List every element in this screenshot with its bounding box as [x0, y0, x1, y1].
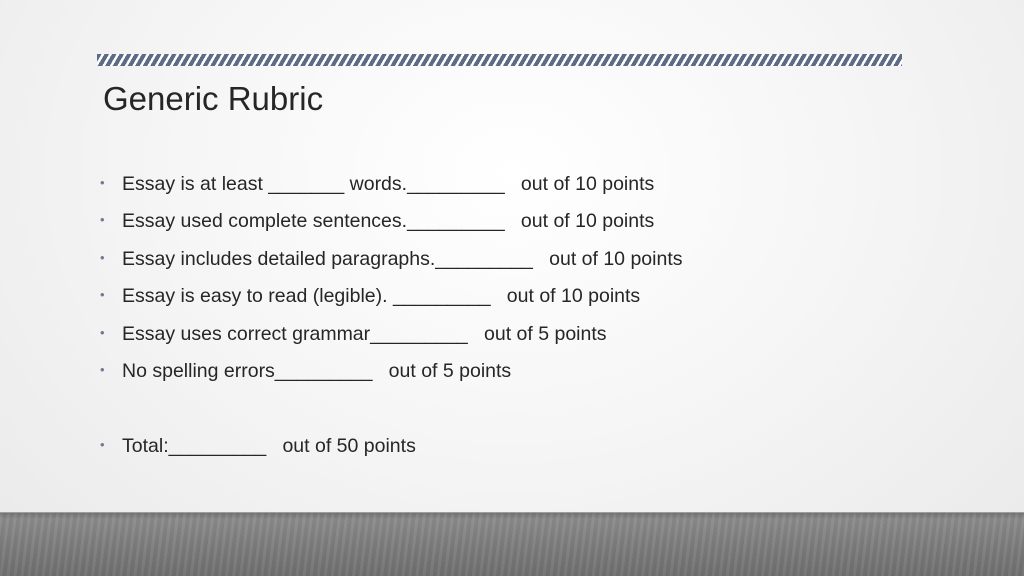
- rubric-item-text: No spelling errors_________ out of 5 points: [122, 360, 512, 382]
- rubric-item-spelling: [100, 360, 511, 383]
- slide-title: Generic Rubric: [103, 80, 324, 117]
- rubric-item-complete-sentences: [100, 210, 654, 233]
- rubric-item-text: Essay includes detailed paragraphs._________ out of 10 points: [122, 248, 683, 270]
- bullet-icon: •: [100, 250, 105, 265]
- bullet-icon: •: [100, 362, 105, 377]
- bullet-icon: •: [100, 287, 105, 302]
- rubric-total: [100, 435, 416, 458]
- rubric-item-paragraphs: [100, 248, 682, 271]
- concrete-floor-background: [0, 513, 1024, 576]
- bullet-icon: •: [100, 212, 105, 227]
- rubric-item-text: Essay is at least _______ words._________ out of 10 points: [122, 173, 655, 195]
- rubric-item-grammar: [100, 323, 607, 346]
- bullet-icon: •: [100, 437, 105, 452]
- rubric-item-text: Essay used complete sentences._________ out of 10 points: [122, 210, 655, 232]
- rubric-item-legible: [100, 285, 640, 308]
- rubric-item-text: Essay uses correct grammar_________ out of 5 points: [122, 323, 607, 345]
- rubric-item-text: Essay is easy to read (legible). _________ out of 10 points: [122, 285, 641, 307]
- bullet-icon: •: [100, 175, 105, 190]
- rubric-item-word-count: [100, 173, 654, 196]
- bullet-icon: •: [100, 325, 105, 340]
- rubric-total-text: Total:_________ out of 50 points: [122, 435, 416, 457]
- decorative-hatch-bar: [97, 54, 902, 66]
